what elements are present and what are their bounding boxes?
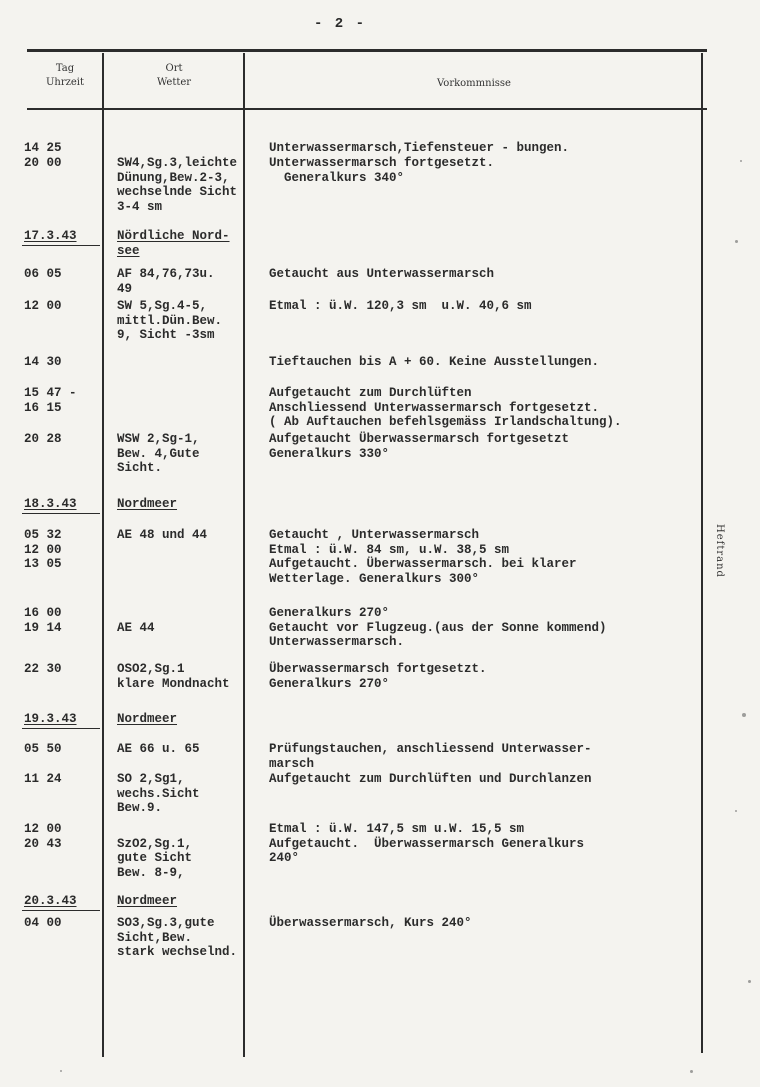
row-events: Etmal : ü.W. 147,5 sm u.W. 15,5 sm Aufgetaucht. Überwassermarsch Generalkurs 240°	[269, 822, 585, 866]
row-place: AE 66 u. 65	[117, 742, 200, 756]
row-place: Nordmeer	[117, 894, 178, 908]
row-events: Aufgetaucht Überwassermarsch fortgesetzt Generalkurs 330°	[269, 432, 570, 461]
paper-speck	[748, 980, 751, 983]
row-place: SW 5,Sg.4-5, mittl.Dün.Bew. 9, Sicht -3sm	[117, 299, 223, 343]
row-events: Etmal : ü.W. 120,3 sm u.W. 40,6 sm	[269, 299, 532, 313]
row-events: Generalkurs 270° Getaucht vor Flugzeug.(aus der Sonne kommend) Unterwassermarsch.	[269, 606, 607, 650]
row-time: 14 30	[24, 355, 62, 369]
row-place: SW4,Sg.3,leichte Dünung,Bew.2-3, wechselnde Sicht 3-4 sm	[117, 156, 238, 214]
row-time: 22 30	[24, 662, 62, 676]
row-events: Getaucht , Unterwassermarsch Etmal : ü.W. 84 sm, u.W. 38,5 sm Aufgetaucht. Überwassermarsch. bei klarer Wetterlage. Generalkurs 300°	[269, 528, 577, 586]
row-events: Unterwassermarsch fortgesetzt. Generalkurs 340°	[269, 156, 495, 185]
row-time: 12 00 20 43	[24, 822, 62, 851]
header-time-line1: Tag	[55, 63, 75, 74]
row-time: 17.3.43	[24, 229, 77, 243]
row-events: Überwassermarsch, Kurs 240°	[269, 916, 472, 930]
row-time: 06 05	[24, 267, 62, 281]
paper-speck	[60, 1070, 62, 1072]
row-place: SO3,Sg.3,gute Sicht,Bew. stark wechselnd.	[117, 916, 238, 960]
row-place: WSW 2,Sg-1, Bew. 4,Gute Sicht.	[117, 432, 200, 476]
row-time: 16 00 19 14	[24, 606, 62, 635]
paper-speck	[740, 160, 742, 162]
row-events: Aufgetaucht zum Durchlüften Anschliessend Unterwassermarsch fortgesetzt. ( Ab Auftauchen befehlsgemäss Irlandschaltung).	[269, 386, 622, 430]
paper-speck	[735, 240, 738, 243]
row-place: AE 44	[117, 620, 155, 635]
header-place-line2: Wetter	[156, 77, 192, 88]
margin-note: Heftrand	[714, 524, 725, 578]
row-time: 20.3.43	[24, 894, 77, 908]
header-time	[30, 62, 100, 90]
row-time: 11 24	[24, 772, 62, 786]
row-events: Tieftauchen bis A + 60. Keine Ausstellungen.	[269, 355, 600, 369]
header-events: Vorkommnisse	[437, 78, 511, 89]
row-events: Prüfungstauchen, anschliessend Unterwasser- marsch	[269, 742, 592, 771]
row-time: 12 00	[24, 299, 62, 313]
row-time: 18.3.43	[24, 497, 77, 511]
row-events: Aufgetaucht zum Durchlüften und Durchlanzen	[269, 772, 592, 786]
column-divider-right	[701, 53, 703, 1053]
date-underline	[22, 728, 100, 729]
date-underline	[22, 245, 100, 246]
paper-speck	[742, 713, 746, 717]
header-time-line2: Uhrzeit	[45, 77, 85, 88]
paper-speck	[735, 810, 737, 812]
row-time: 20 28	[24, 432, 62, 446]
row-time: 14 25	[24, 141, 62, 155]
row-events: Getaucht aus Unterwassermarsch	[269, 267, 495, 281]
row-place: AE 48 und 44	[117, 528, 208, 542]
row-time: 19.3.43	[24, 712, 77, 726]
row-time: 05 50	[24, 742, 62, 756]
page-number: - 2 -	[313, 16, 366, 32]
row-place: Nordmeer	[117, 712, 178, 726]
row-place: OSO2,Sg.1 klare Mondnacht	[117, 662, 230, 691]
row-place: SO 2,Sg1, wechs.Sicht Bew.9.	[117, 772, 200, 816]
row-time: 05 32 12 00 13 05	[24, 528, 62, 572]
header-place-line1: Ort	[165, 63, 183, 74]
column-divider-time	[102, 53, 104, 1057]
row-events: Überwassermarsch fortgesetzt. Generalkurs 270°	[269, 662, 487, 691]
row-time: 04 00	[24, 916, 62, 930]
column-divider-place	[243, 53, 245, 1057]
row-place: SzO2,Sg.1, gute Sicht Bew. 8-9,	[117, 836, 193, 880]
row-events: Unterwassermarsch,Tiefensteuer - bungen.	[269, 141, 570, 155]
date-underline	[22, 513, 100, 514]
table-top-rule	[27, 49, 707, 52]
paper-speck	[690, 1070, 693, 1073]
row-time: 15 47 - 16 15	[24, 386, 77, 415]
row-place: Nördliche Nord- see	[117, 229, 230, 258]
date-underline	[22, 910, 100, 911]
header-bottom-rule	[27, 108, 707, 110]
header-place	[106, 62, 242, 90]
row-place: Nordmeer	[117, 497, 178, 511]
row-place: AF 84,76,73u. 49	[117, 267, 215, 296]
row-time: 20 00	[24, 156, 62, 170]
